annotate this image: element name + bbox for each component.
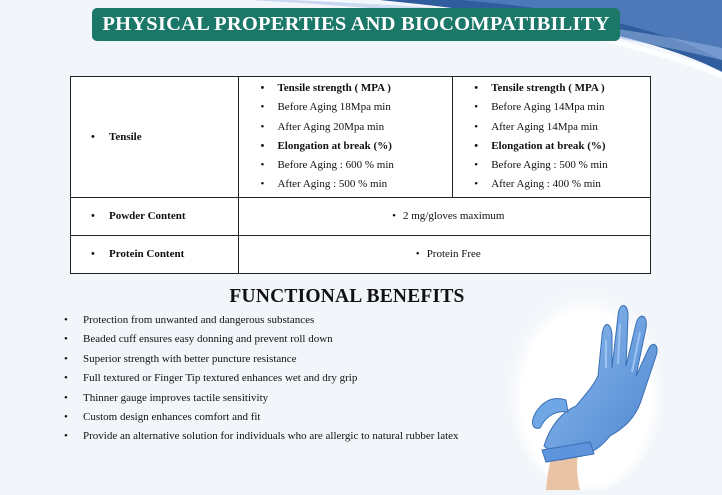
- table-row-powder: [71, 197, 651, 235]
- bullet-icon: •: [64, 314, 68, 326]
- protein-value-cell: [239, 235, 651, 273]
- list-item: [260, 137, 452, 156]
- spec-text: After Aging : 400 % min: [491, 178, 601, 191]
- spec-text: Before Aging 18Mpa min: [277, 101, 391, 114]
- bullet-icon: •: [260, 82, 265, 94]
- bullet-icon: •: [392, 210, 396, 223]
- list-item: [64, 369, 459, 388]
- list-item: [474, 175, 650, 194]
- glove-image: [506, 276, 666, 490]
- tensile-label: Tensile: [109, 130, 142, 143]
- properties-table: [70, 76, 651, 274]
- page-title: PHYSICAL PROPERTIES AND BIOCOMPATIBILITY: [92, 8, 620, 41]
- spec-text: After Aging : 500 % min: [277, 178, 388, 191]
- spec-text: Before Aging : 600 % min: [277, 159, 394, 172]
- list-item: [474, 156, 650, 175]
- protein-label: Protein Content: [109, 248, 185, 261]
- powder-value-cell: [239, 197, 651, 235]
- bullet-icon: •: [64, 430, 68, 443]
- list-item: [260, 79, 452, 98]
- tensile-label-cell: [71, 77, 239, 198]
- bullet-icon: •: [474, 139, 479, 152]
- benefits-list: [64, 311, 459, 447]
- powder-label: Powder Content: [109, 210, 186, 223]
- bullet-icon: •: [64, 410, 68, 423]
- bullet-icon: •: [260, 159, 265, 172]
- benefit-text: Thinner gauge improves tactile sensitivity: [83, 391, 269, 404]
- bullet-icon: •: [474, 178, 479, 191]
- spec-text: After Aging 14Mpa min: [491, 120, 598, 133]
- bullet-icon: •: [91, 248, 95, 261]
- tensile-spec-b-list: [453, 77, 650, 197]
- list-item: [474, 118, 650, 137]
- bullet-icon: •: [474, 159, 479, 172]
- protein-value: Protein Free: [426, 248, 481, 261]
- bullet-icon: •: [64, 333, 68, 346]
- list-item: [64, 408, 459, 427]
- benefit-text: Custom design enhances comfort and fit: [83, 410, 261, 423]
- bullet-icon: •: [64, 372, 68, 385]
- list-item: [474, 137, 650, 156]
- list-item: [260, 98, 452, 117]
- bullet-icon: •: [260, 139, 265, 152]
- list-item: [260, 118, 452, 137]
- benefits-title: FUNCTIONAL BENEFITS: [229, 286, 465, 307]
- spec-text: Elongation at break (%): [491, 139, 606, 152]
- benefit-text: Protection from unwanted and dangerous substances: [83, 314, 315, 326]
- spec-text: Elongation at break (%): [277, 139, 392, 152]
- bullet-icon: •: [91, 210, 95, 223]
- bullet-icon: •: [474, 82, 479, 94]
- benefit-text: Superior strength with better puncture resistance: [83, 352, 297, 365]
- list-item: [64, 427, 459, 446]
- table-row-protein: [71, 235, 651, 273]
- list-item: [474, 98, 650, 117]
- table-row-tensile: [71, 77, 651, 198]
- bullet-icon: •: [415, 248, 420, 261]
- spec-text: Before Aging 14Mpa min: [491, 101, 605, 114]
- bullet-icon: •: [91, 130, 95, 143]
- spec-text: Tensile strength ( MPA ): [277, 82, 391, 94]
- list-item: [64, 330, 459, 349]
- list-item: [474, 79, 650, 98]
- tensile-spec-b-cell: [453, 77, 651, 198]
- spec-text: After Aging 20Mpa min: [277, 120, 385, 133]
- bullet-icon: •: [474, 120, 479, 133]
- powder-label-cell: [71, 197, 239, 235]
- spec-text: Tensile strength ( MPA ): [491, 82, 605, 94]
- benefit-text: Beaded cuff ensures easy donning and prevent roll down: [83, 333, 333, 346]
- list-item: [64, 311, 459, 330]
- bullet-icon: •: [64, 391, 68, 404]
- bullet-icon: •: [64, 352, 68, 365]
- powder-value: 2 mg/gloves maximum: [403, 210, 505, 223]
- blue-glove-icon: [506, 276, 666, 490]
- tensile-spec-a-list: [239, 77, 452, 197]
- list-item: [260, 175, 452, 194]
- benefit-text: Full textured or Finger Tip textured enhances wet and dry grip: [83, 372, 358, 385]
- list-item: [64, 389, 459, 408]
- bullet-icon: •: [474, 101, 479, 114]
- bullet-icon: •: [260, 120, 265, 133]
- list-item: [64, 350, 459, 369]
- list-item: [260, 156, 452, 175]
- tensile-spec-a-cell: [239, 77, 453, 198]
- benefit-text: Provide an alternative solution for individuals who are allergic to natural rubber latex: [83, 430, 459, 443]
- spec-text: Before Aging : 500 % min: [491, 159, 608, 172]
- bullet-icon: •: [260, 101, 265, 114]
- bullet-icon: •: [260, 178, 265, 191]
- protein-label-cell: [71, 235, 239, 273]
